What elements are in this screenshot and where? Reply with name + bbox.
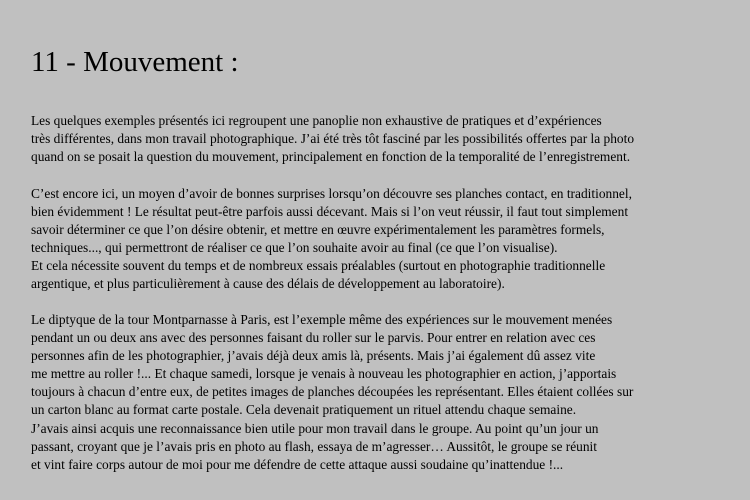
paragraph-line: techniques..., qui permettront de réaliser ce que l’on souhaite avoir au final (ce que l’on visualise). (31, 240, 558, 256)
paragraph-line: pendant un ou deux ans avec des personnes faisant du roller sur le parvis. Pour entrer en relation avec ces (31, 330, 596, 346)
paragraph-line: Et cela nécessite souvent du temps et de nombreux essais préalables (surtout en photographie traditionnelle (31, 258, 606, 274)
paragraph-line: me mettre au roller !... Et chaque samedi, lorsque je venais à nouveau les photographier en action, j’apportais (31, 366, 617, 382)
paragraph-surprises (31, 185, 632, 294)
paragraph-line: toujours à chacun d’entre eux, de petites images de planches découpées les représentant. Elles étaient collées sur (31, 384, 634, 400)
paragraph-line: C’est encore ici, un moyen d’avoir de bonnes surprises lorsqu’on découvre ses planches contact, en traditionnel, (31, 186, 632, 201)
paragraph-line: très différentes, dans mon travail photographique. J’ai été très tôt fasciné par les possibilités offertes par la photo (31, 131, 635, 147)
paragraph-line: Les quelques exemples présentés ici regroupent une panoplie non exhaustive de pratiques et d’expériences (31, 113, 602, 128)
paragraph-line: argentique, et plus particulièrement à cause des délais de développement au laboratoire). (31, 276, 505, 292)
paragraph-line: J’avais ainsi acquis une reconnaissance bien utile pour mon travail dans le groupe. Au point qu’un jour un (31, 420, 599, 436)
paragraph-line: bien évidemment ! Le résultat peut-être parfois aussi décevant. Mais si l’on veut réussir, il faut tout simplement (31, 204, 629, 220)
paragraph-line: savoir déterminer ce que l’on désire obtenir, et mettre en œuvre expérimentalement les paramètres formels, (31, 222, 605, 238)
paragraph-line: quand on se posait la question du mouvement, principalement en fonction de la temporalité de l’enregistrement. (31, 149, 631, 165)
paragraph-intro (31, 112, 634, 166)
paragraph-line: personnes afin de les photographier, j’avais déjà deux amis là, présents. Mais j’ai également dû assez vite (31, 348, 596, 364)
paragraph-line: Le diptyque de la tour Montparnasse à Paris, est l’exemple même des expériences sur le mouvement menées (31, 312, 613, 327)
paragraph-line: passant, croyant que je l’avais pris en photo au flash, essaya de m’agresser… Aussitôt, le groupe se réunit (31, 438, 597, 454)
paragraph-montparnasse (31, 311, 633, 474)
paragraph-line: un carton blanc au format carte postale. Cela devenait pratiquement un rituel attendu chaque semaine. (31, 402, 577, 418)
page-title: 11 - Mouvement : (31, 46, 239, 78)
paragraph-line: et vint faire corps autour de moi pour me défendre de cette attaque aussi soudaine qu’inattendue !... (31, 456, 564, 472)
